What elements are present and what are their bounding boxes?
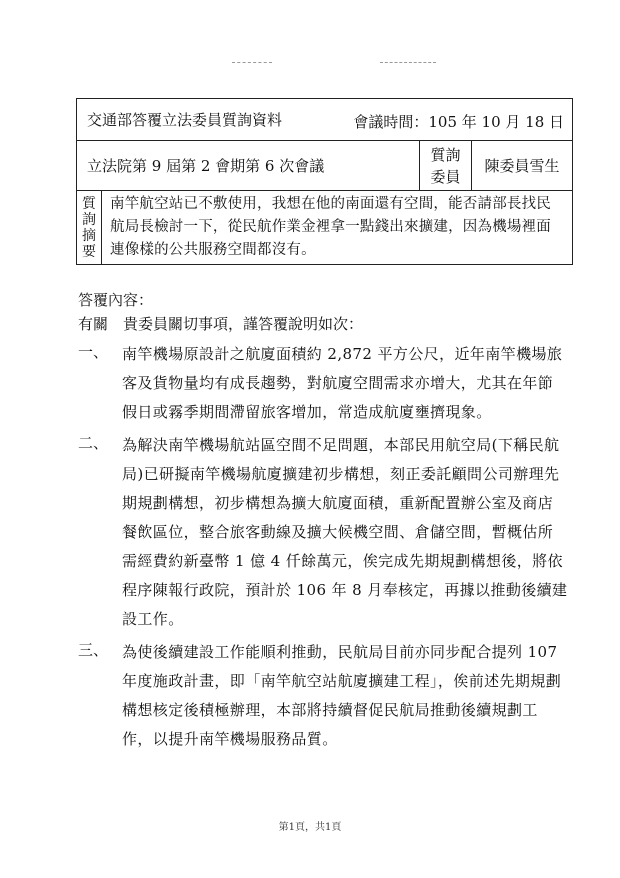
session-name: 立法院第 9 屆第 2 會期第 6 次會議 [77, 141, 420, 191]
document-title: 交通部答覆立法委員質詢資料 [87, 111, 283, 129]
item-number: 三、 [78, 641, 109, 659]
reply-item [78, 431, 568, 634]
page-footer: 第1頁，共1頁 [278, 822, 342, 833]
header-table [76, 98, 573, 265]
summary-label: 質 詢 摘 要 [77, 191, 102, 265]
reply-body [78, 288, 568, 754]
questioner-label: 質詢 委員 [420, 141, 472, 191]
item-text: 為解決南竿機場航站區空間不足問題，本部民用航空局(下稱民航局)已研擬南竿機場航廈擴建初步構想，刻正委託顧問公司辦理先期規劃構想，初步構想為擴大航廈面積，重新配置辦公室及商店餐飲區位，整合旅客動線及擴大候機空間、倉儲空間，暫概估所需經費約新臺幣 1 億 4 仟餘萬元，俟完成先期規劃構想後，將依程序陳報行政院，預計於 106 年 8 月奉核定，再據以推動後續建設工作。 [122, 436, 568, 628]
reply-item [78, 340, 568, 427]
scan-dash-left [232, 62, 272, 63]
scan-dash-right [380, 62, 436, 63]
meeting-time: 會議時間：105 年 10 月 18 日 [353, 113, 565, 131]
title-row [77, 99, 573, 141]
item-text: 南竿機場原設計之航廈面積約 2,872 平方公尺，近年南竿機場旅客及貨物量均有成長趨勢，對航廈空間需求亦增大，尤其在年節假日或霧季期間滯留旅客增加，常造成航廈壅擠現象。 [122, 345, 563, 421]
reply-item [78, 638, 568, 754]
questioner-name: 陳委員雪生 [472, 141, 573, 191]
item-number: 一、 [78, 343, 109, 361]
item-text: 為使後續建設工作能順利推動，民航局目前亦同步配合提列 107 年度施政計畫，即「南竿航空站航廈擴建工程」，俟前述先期規劃構想核定後積極辦理，本部將持續督促民航局推動後續規劃工作，以提升南竿機場服務品質。 [122, 643, 562, 748]
item-number: 二、 [78, 434, 109, 452]
summary-text: 南竿航空站已不敷使用，我想在他的南面還有空間，能否請部長找民航局長檢討一下，從民航作業金裡拿一點錢出來擴建，因為機場裡面連像樣的公共服務空間都沒有。 [102, 191, 573, 265]
reply-intro: 有關 貴委員關切事項，謹答覆說明如次： [78, 315, 364, 333]
reply-heading: 答覆內容： [78, 291, 154, 309]
